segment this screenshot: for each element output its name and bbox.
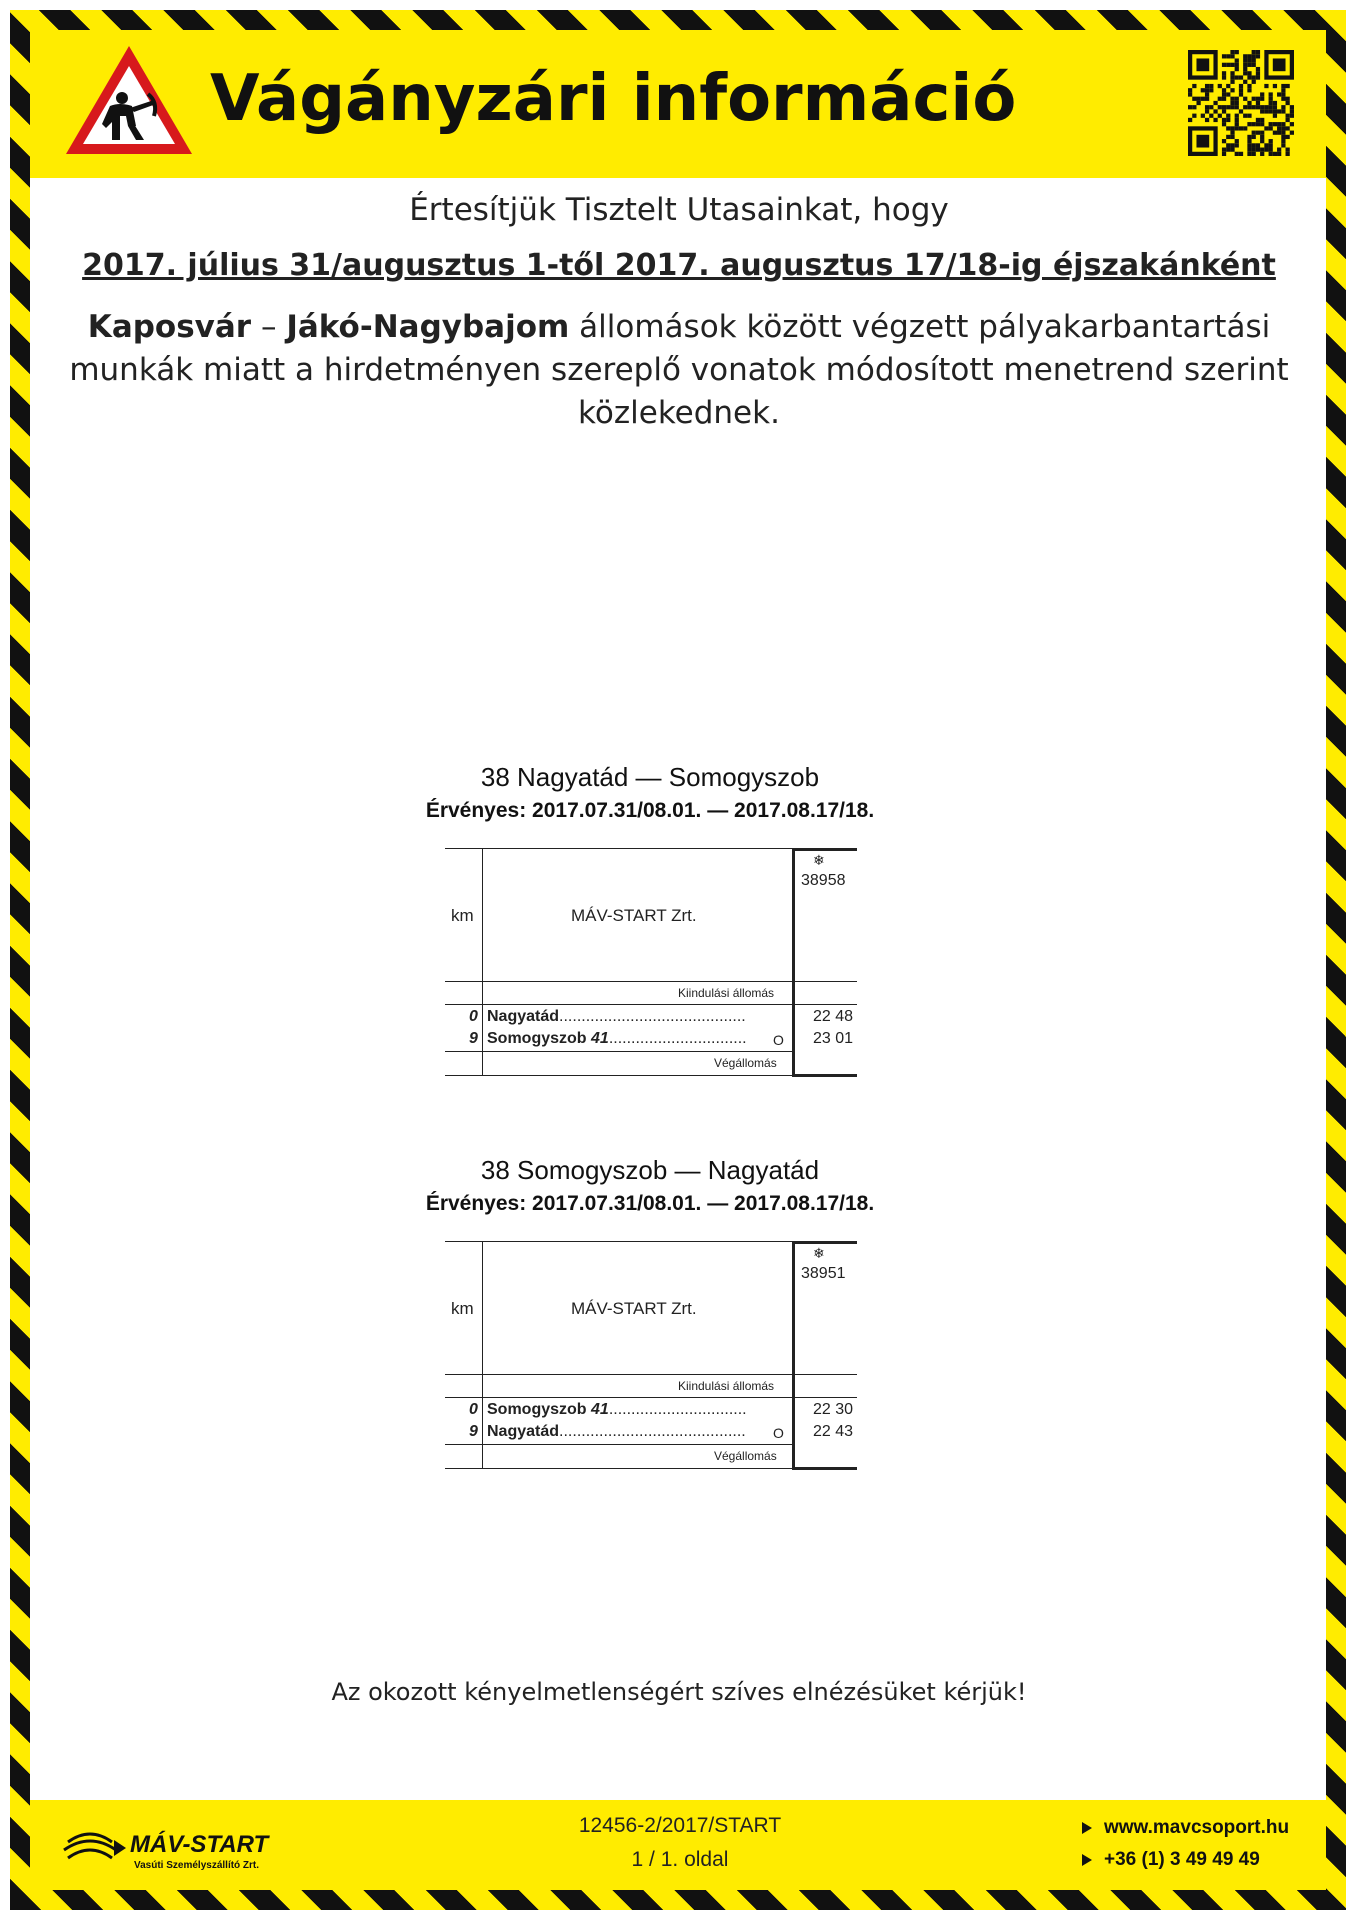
km-header: km: [451, 906, 474, 925]
roadworks-warning-sign-icon: [62, 42, 196, 160]
train-column-bottom-rule: [793, 1074, 857, 1077]
km-column-rule: [482, 1241, 483, 1469]
timetable-table: [445, 848, 857, 1080]
km-header: km: [451, 1299, 474, 1318]
notice-body-rest: állomások között végzett pályakarbantartási munkák miatt a hirdetményen szereplő vonatok módosított menetrend szerint közlekednek.: [69, 309, 1289, 431]
website-link[interactable]: [1082, 1817, 1289, 1839]
timetable-title: 38 Somogyszob — Nagyatád: [480, 1155, 820, 1185]
header-bottom-rule: [445, 1374, 857, 1375]
connection-ref: 41: [591, 1030, 609, 1047]
operator-name: MÁV-START Zrt.: [571, 1299, 697, 1318]
leader-dots: ..........................................: [559, 1008, 746, 1025]
leader-dots: ..........................................: [559, 1423, 746, 1440]
row-station: [487, 1008, 746, 1026]
page-number: 1 / 1. oldal: [631, 1848, 729, 1871]
row-km: 9: [469, 1423, 478, 1440]
departure-label: Kiindulási állomás: [678, 986, 775, 1000]
leader-dots: ...............................: [608, 1030, 747, 1047]
document-reference: 12456-2/2017/START: [578, 1814, 782, 1837]
departure-label: Kiindulási állomás: [678, 1379, 775, 1393]
row-km: 0: [469, 1008, 478, 1025]
row-time: 23 01: [813, 1030, 854, 1047]
stop-mark: O: [773, 1032, 784, 1048]
departure-rule: [445, 1004, 857, 1005]
stop-mark: O: [773, 1425, 784, 1441]
page-title: Vágányzári információ: [210, 62, 1017, 136]
rows-bottom-rule: [445, 1051, 793, 1052]
table-top-rule: [445, 848, 793, 849]
train-symbol-icon: ❄: [813, 1245, 825, 1261]
station-name: Somogyszob: [487, 1401, 587, 1418]
station-dash: –: [251, 309, 287, 345]
logo-text: MÁV-START: [130, 1831, 269, 1858]
row-km: 9: [469, 1030, 478, 1047]
header-bottom-rule: [445, 981, 857, 982]
train-column-top-rule: [793, 848, 857, 851]
train-number: 38951: [801, 1265, 846, 1282]
notice-body: [40, 306, 1318, 435]
arrow-right-icon: [1082, 1822, 1092, 1834]
closure-date-range: 2017. július 31/augusztus 1-től 2017. augusztus 17/18-ig éjszakánként: [82, 248, 1276, 283]
table-top-rule: [445, 1241, 793, 1242]
train-column-rule: [792, 848, 795, 1077]
connection-ref: 41: [591, 1401, 609, 1418]
timetable-validity: Érvényes: 2017.07.31/08.01. — 2017.08.17/18.: [425, 799, 875, 822]
row-station: [487, 1401, 747, 1419]
arrival-label: Végállomás: [714, 1056, 777, 1070]
row-station: [487, 1423, 746, 1441]
km-column-rule: [482, 848, 483, 1076]
row-station: [487, 1030, 747, 1048]
phone-text: +36 (1) 3 49 49 49: [1104, 1849, 1260, 1870]
departure-rule: [445, 1397, 857, 1398]
leader-dots: ...............................: [608, 1401, 747, 1418]
mav-start-logo: [60, 1818, 270, 1876]
row-time: 22 48: [813, 1008, 854, 1025]
table-bottom-rule: [445, 1468, 793, 1469]
train-number: 38958: [801, 872, 846, 889]
rows-bottom-rule: [445, 1444, 793, 1445]
train-symbol-icon: ❄: [813, 852, 825, 868]
phone-link[interactable]: [1082, 1849, 1260, 1871]
timetable-title: 38 Nagyatád — Somogyszob: [480, 762, 820, 792]
station-name: Nagyatád: [487, 1423, 560, 1440]
table-bottom-rule: [445, 1075, 793, 1076]
row-time: 22 30: [813, 1401, 854, 1418]
train-column-top-rule: [793, 1241, 857, 1244]
intro-text: Értesítjük Tisztelt Utasainkat, hogy: [409, 192, 949, 228]
row-km: 0: [469, 1401, 478, 1418]
timetable-validity: Érvényes: 2017.07.31/08.01. — 2017.08.17/18.: [425, 1192, 875, 1215]
station-name: Nagyatád: [487, 1008, 560, 1025]
train-column-bottom-rule: [793, 1467, 857, 1470]
station-name: Somogyszob: [487, 1030, 587, 1047]
qr-code-icon[interactable]: [1188, 50, 1294, 156]
apology-text: Az okozott kényelmetlenségért szíves elnézésüket kérjük!: [331, 1678, 1027, 1706]
website-text: www.mavcsoport.hu: [1104, 1817, 1290, 1838]
logo-subtext: Vasúti Személyszállító Zrt.: [134, 1860, 260, 1871]
arrow-right-icon: [1082, 1854, 1092, 1866]
station-a: Kaposvár: [87, 309, 252, 345]
train-column-rule: [792, 1241, 795, 1470]
station-b: Jákó-Nagybajom: [286, 309, 570, 345]
arrival-label: Végállomás: [714, 1449, 777, 1463]
row-time: 22 43: [813, 1423, 854, 1440]
timetable-table: [445, 1241, 857, 1473]
operator-name: MÁV-START Zrt.: [571, 906, 697, 925]
